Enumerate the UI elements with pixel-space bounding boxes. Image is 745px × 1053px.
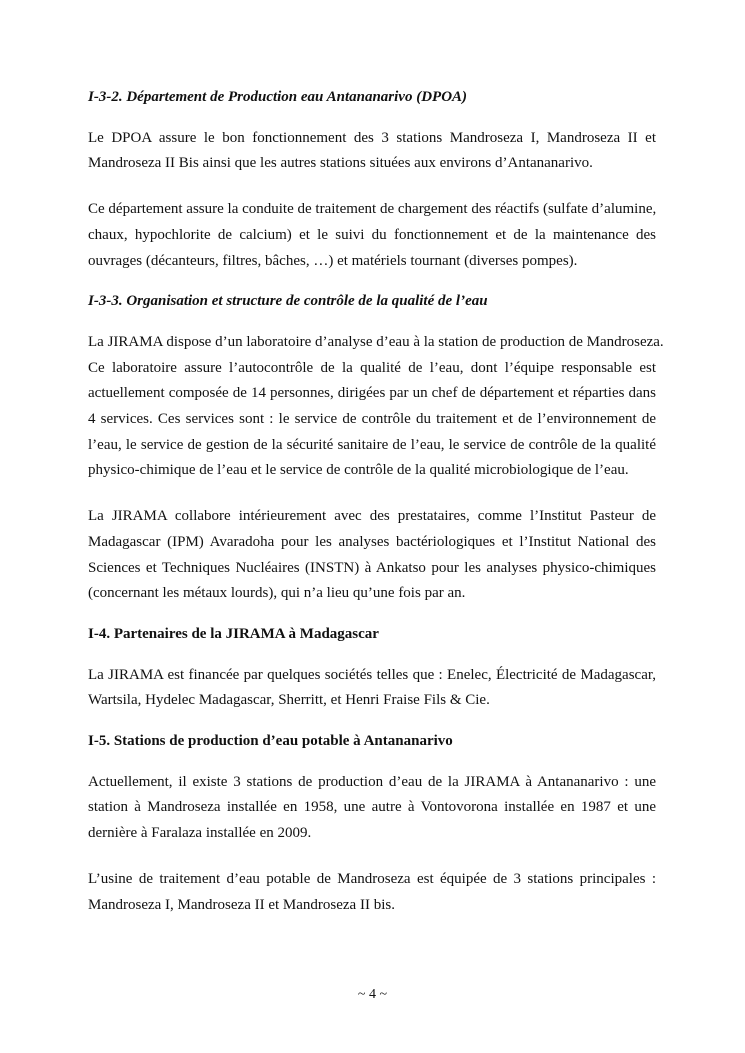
page-number: ~ 4 ~ [357,987,388,1002]
paragraph [88,504,656,607]
paragraph-line: dernière à Faralaza installée en 2009. [88,825,312,842]
paragraph-line: physico-chimique de l’eau et le service de contrôle de la qualité microbiologique de l’eau. [88,462,629,479]
paragraph-line: l’eau, le service de gestion de la sécurité sanitaire de l’eau, le service de contrôle de la qualité [88,436,656,453]
paragraph [88,330,664,484]
paragraph-line: La JIRAMA est financée par quelques sociétés telles que : Enelec, Électricité de Madagascar, [88,666,656,683]
paragraph-line: Le DPOA assure le bon fonctionnement des 3 stations Mandroseza I, Mandroseza II et [88,129,656,146]
paragraph-line: Mandroseza II Bis ainsi que les autres stations situées aux environs d’Antananarivo. [88,155,593,172]
paragraph-line: Ce département assure la conduite de traitement de chargement des réactifs (sulfate d’alumine, [88,201,657,218]
paragraph-line: Madagascar (IPM) Avaradoha pour les analyses bactériologiques et l’Institut National des [88,533,656,550]
paragraph [88,867,656,918]
paragraph-line: chaux, hypochlorite de calcium) et le suivi du fonctionnement et de la maintenance des [88,226,656,243]
paragraph-line: La JIRAMA collabore intérieurement avec des prestataires, comme l’Institut Pasteur de [88,508,656,525]
section-heading: I-3-2. Département de Production eau Antananarivo (DPOA) [88,89,468,105]
paragraph-line: Wartsila, Hydelec Madagascar, Sherritt, et Henri Fraise Fils & Cie. [88,692,490,709]
paragraph [88,663,656,714]
section-heading: I-5. Stations de production d’eau potable à Antananarivo [88,733,453,750]
paragraph [88,770,656,847]
document-body [88,85,664,918]
section-heading: I-4. Partenaires de la JIRAMA à Madagascar [88,625,379,642]
paragraph-line: (concernant les métaux lourds), qui n’a lieu qu’une fois par an. [88,585,466,602]
paragraph-line: La JIRAMA dispose d’un laboratoire d’analyse d’eau à la station de production de Mandroseza. [88,333,664,350]
paragraph-line: actuellement composée de 14 personnes, dirigées par un chef de département et réparties dans [88,385,656,402]
paragraph-line: Mandroseza I, Mandroseza II et Mandroseza II bis. [88,896,395,913]
paragraph-line: ouvrages (décanteurs, filtres, bâches, …) et matériels tournant (diverses pompes). [88,252,578,269]
paragraph [88,197,656,274]
paragraph-line: Actuellement, il existe 3 stations de production d’eau de la JIRAMA à Antananarivo : une [88,773,656,790]
paragraph-line: Sciences et Techniques Nucléaires (INSTN) à Ankatso pour les analyses physico-chimiques [88,559,656,576]
paragraph-line: 4 services. Ces services sont : le service de contrôle du traitement et de l’environnement de [88,411,656,428]
paragraph [88,126,656,177]
section-heading: I-3-3. Organisation et structure de contrôle de la qualité de l’eau [88,293,488,310]
paragraph-line: Ce laboratoire assure l’autocontrôle de la qualité de l’eau, dont l’équipe responsable est [88,359,656,376]
paragraph-line: station à Mandroseza installée en 1958, une autre à Vontovorona installée en 1987 et une [88,799,656,816]
paragraph-line: L’usine de traitement d’eau potable de Mandroseza est équipée de 3 stations principales : [88,870,656,887]
